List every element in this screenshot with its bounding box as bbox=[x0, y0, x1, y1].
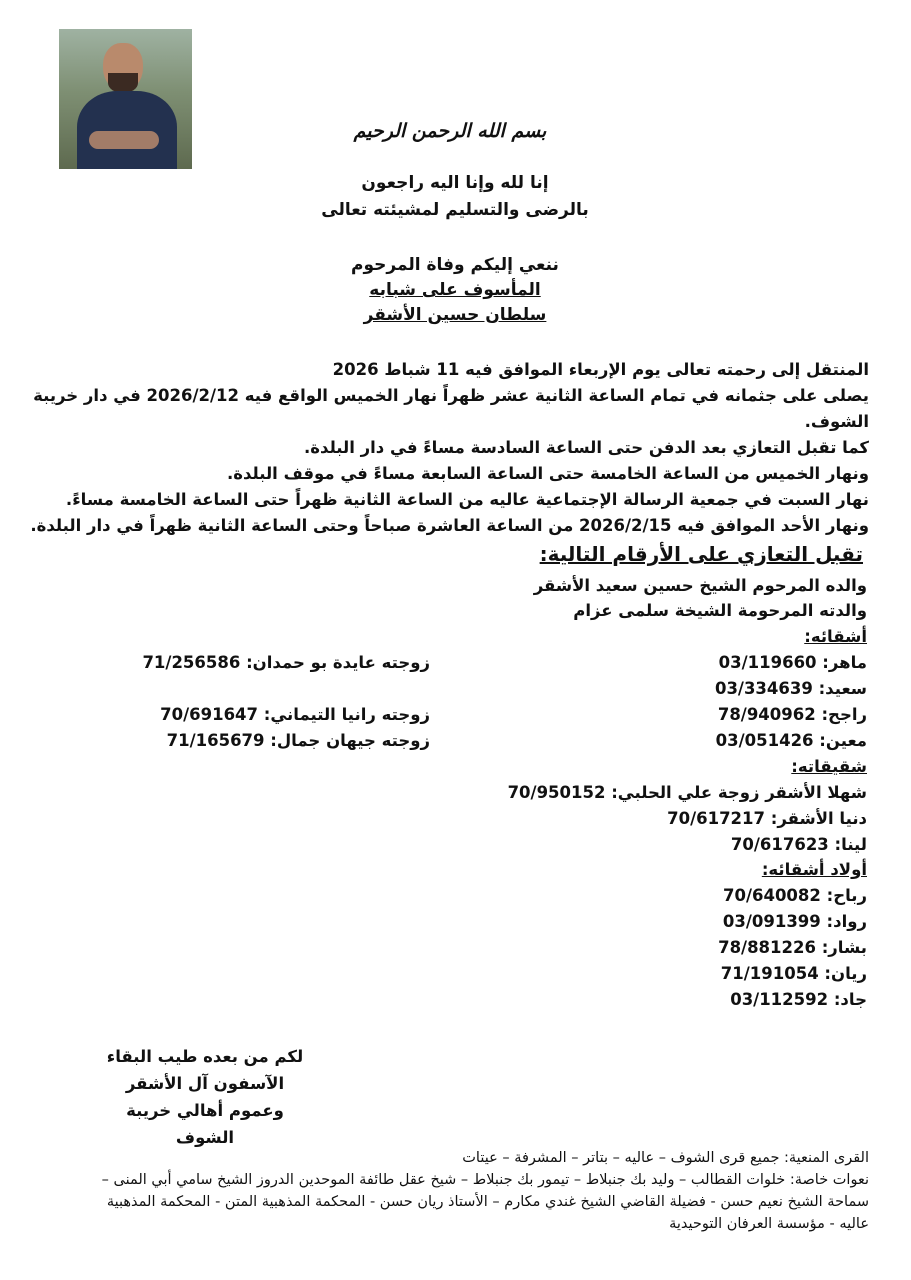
special-notices-line: سماحة الشيخ نعيم حسن - فضيلة القاضي الشيخ غندي مكارم – الأستاذ ريان حسن - المحكمة المذهبية المتن - المحكمة المذهبية bbox=[106, 1194, 869, 1210]
brother-wife-entry: زوجته عايدة بو حمدان: 71/256586 bbox=[142, 653, 430, 672]
sister-entry: لينا: 70/617623 bbox=[730, 835, 867, 854]
villages-line: القرى المنعية: جميع قرى الشوف – عاليه – بتاتر – المشرفة – عيتات bbox=[462, 1150, 869, 1166]
condolences-heading: تقبل التعازي على الأرقام التالية: bbox=[539, 542, 863, 566]
closing-line: لكم من بعده طيب البقاء bbox=[106, 1047, 304, 1066]
closing-line: وعموم أهالي خريبة الشوف bbox=[126, 1101, 284, 1147]
photo-arms bbox=[89, 131, 159, 149]
announcement-line-1: ننعي إليكم وفاة المرحوم bbox=[351, 255, 559, 275]
deceased-name: سلطان حسين الأشقر bbox=[363, 305, 547, 325]
deceased-photo bbox=[59, 29, 192, 169]
verse-line-2: بالرضى والتسليم لمشيئته تعالى bbox=[321, 200, 589, 220]
brother-entry: راجح: 78/940962 bbox=[717, 705, 867, 724]
sisters-title: شقيقاته: bbox=[791, 757, 867, 776]
basmala: بسم الله الرحمن الرحيم bbox=[353, 120, 547, 142]
brother-entry: معين: 03/051426 bbox=[715, 731, 867, 750]
verse-line-1: إنا لله وإنا اليه راجعون bbox=[361, 173, 549, 193]
details-line: نهار السبت في جمعية الرسالة الإجتماعية عاليه من الساعة الثانية ظهراً حتى الساعة الخامسة مساءً. bbox=[65, 490, 869, 509]
nephew-entry: رباح: 70/640082 bbox=[723, 886, 867, 905]
brother-wife-entry: زوجته جيهان جمال: 71/165679 bbox=[166, 731, 430, 750]
nephew-entry: جاد: 03/112592 bbox=[730, 990, 867, 1009]
details-line: المنتقل إلى رحمته تعالى يوم الإربعاء الموافق فيه 11 شباط 2026 bbox=[332, 360, 869, 379]
photo-body bbox=[77, 91, 177, 169]
father-line: والده المرحوم الشيخ حسين سعيد الأشقر bbox=[533, 576, 867, 595]
details-line: ونهار الأحد الموافق فيه 2026/2/15 من الساعة العاشرة صباحاً وحتى الساعة الثانية ظهراً في دار البلدة. bbox=[30, 516, 869, 535]
special-notices-line: نعوات خاصة: خلوات القطالب – وليد بك جنبلاط – تيمور بك جنبلاط – شيخ عقل طائفة الموحدين الدروز الشيخ سامي أبي المنى – bbox=[101, 1172, 869, 1188]
brother-entry: سعيد: 03/334639 bbox=[714, 679, 867, 698]
nephew-entry: ريان: 71/191054 bbox=[720, 964, 867, 983]
details-paragraph bbox=[9, 357, 869, 539]
closing-block bbox=[95, 1043, 315, 1151]
details-line: يصلى على جثمانه في تمام الساعة الثانية عشر ظهراً نهار الخميس الواقع فيه 2026/2/12 في دار خريبة الشوف. bbox=[33, 386, 869, 431]
nephews-title: أولاد أشقائه: bbox=[761, 860, 867, 879]
mother-line: والدته المرحومة الشيخة سلمى عزام bbox=[573, 601, 867, 620]
sister-entry: شهلا الأشقر زوجة علي الحلبي: 70/950152 bbox=[507, 783, 867, 802]
footer-block bbox=[19, 1147, 869, 1235]
announcement-line-2: المأسوف على شبابه bbox=[369, 280, 541, 300]
special-notices-line: عاليه - مؤسسة العرفان التوحيدية bbox=[669, 1216, 869, 1232]
photo-beard bbox=[108, 73, 138, 93]
nephew-entry: رواد: 03/091399 bbox=[722, 912, 867, 931]
brothers-title: أشقائه: bbox=[804, 627, 867, 646]
sister-entry: دنيا الأشقر: 70/617217 bbox=[667, 809, 867, 828]
nephew-entry: بشار: 78/881226 bbox=[718, 938, 867, 957]
details-line: ونهار الخميس من الساعة الخامسة حتى الساعة السابعة مساءً في موقف البلدة. bbox=[226, 464, 869, 483]
details-line: كما تقبل التعازي بعد الدفن حتى الساعة السادسة مساءً في دار البلدة. bbox=[304, 438, 869, 457]
brother-wife-entry: زوجته رانيا التيماني: 70/691647 bbox=[160, 705, 430, 724]
closing-line: الآسفون آل الأشقر bbox=[125, 1074, 285, 1093]
brother-entry: ماهر: 03/119660 bbox=[718, 653, 867, 672]
